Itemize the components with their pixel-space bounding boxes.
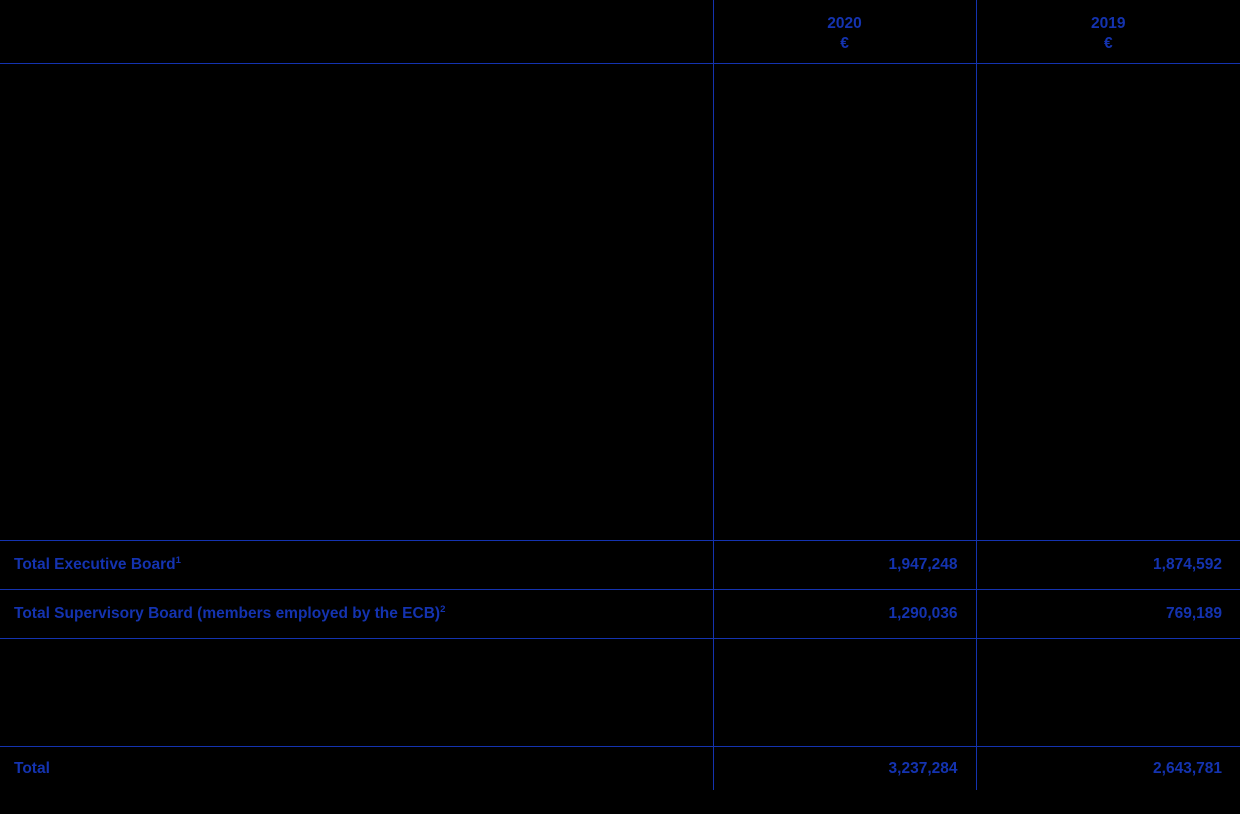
table-spacer-row [0,63,1240,540]
total-label: Total [14,759,50,777]
spacer-cell-label [0,63,713,540]
header-cell-2019 [976,0,1240,63]
table-header [0,0,1240,63]
row-label-text: Total Supervisory Board (members employed by the ECB) [14,605,441,623]
header-cell-blank [0,0,713,63]
table-total-row [0,746,1240,790]
header-year-2020: 2020 [827,15,862,32]
row-value-2020: 1,947,248 [713,540,976,589]
spacer-cell-2020 [713,63,976,540]
table-gap-row [0,638,1240,746]
row-label-supervisory-board [0,589,713,638]
table-row [0,589,1240,638]
total-value-2019: 2,643,781 [1153,759,1222,777]
row-value-2019: 769,189 [976,589,1240,638]
header-cell-2020 [713,0,976,63]
gap-cell-label [0,638,713,746]
row-value-2020: 1,290,036 [713,589,976,638]
header-year-2019: 2019 [1091,15,1126,32]
total-value-2020: 3,237,284 [713,746,976,790]
header-row [0,0,1240,63]
row-value-2019: 1,874,592 [976,540,1240,589]
table-row [0,540,1240,589]
row-label-text: Total Executive Board [14,556,176,574]
header-currency-2020: € [840,35,849,53]
footnote-marker: 1 [175,555,181,567]
spacer-cell-2019 [976,63,1240,540]
gap-cell-2020 [713,638,976,746]
table-body [0,63,1240,790]
gap-cell-2019 [976,638,1240,746]
row-label-executive-board [0,540,713,589]
footnote-marker: 2 [440,604,446,616]
header-currency-2019: € [1103,35,1113,53]
